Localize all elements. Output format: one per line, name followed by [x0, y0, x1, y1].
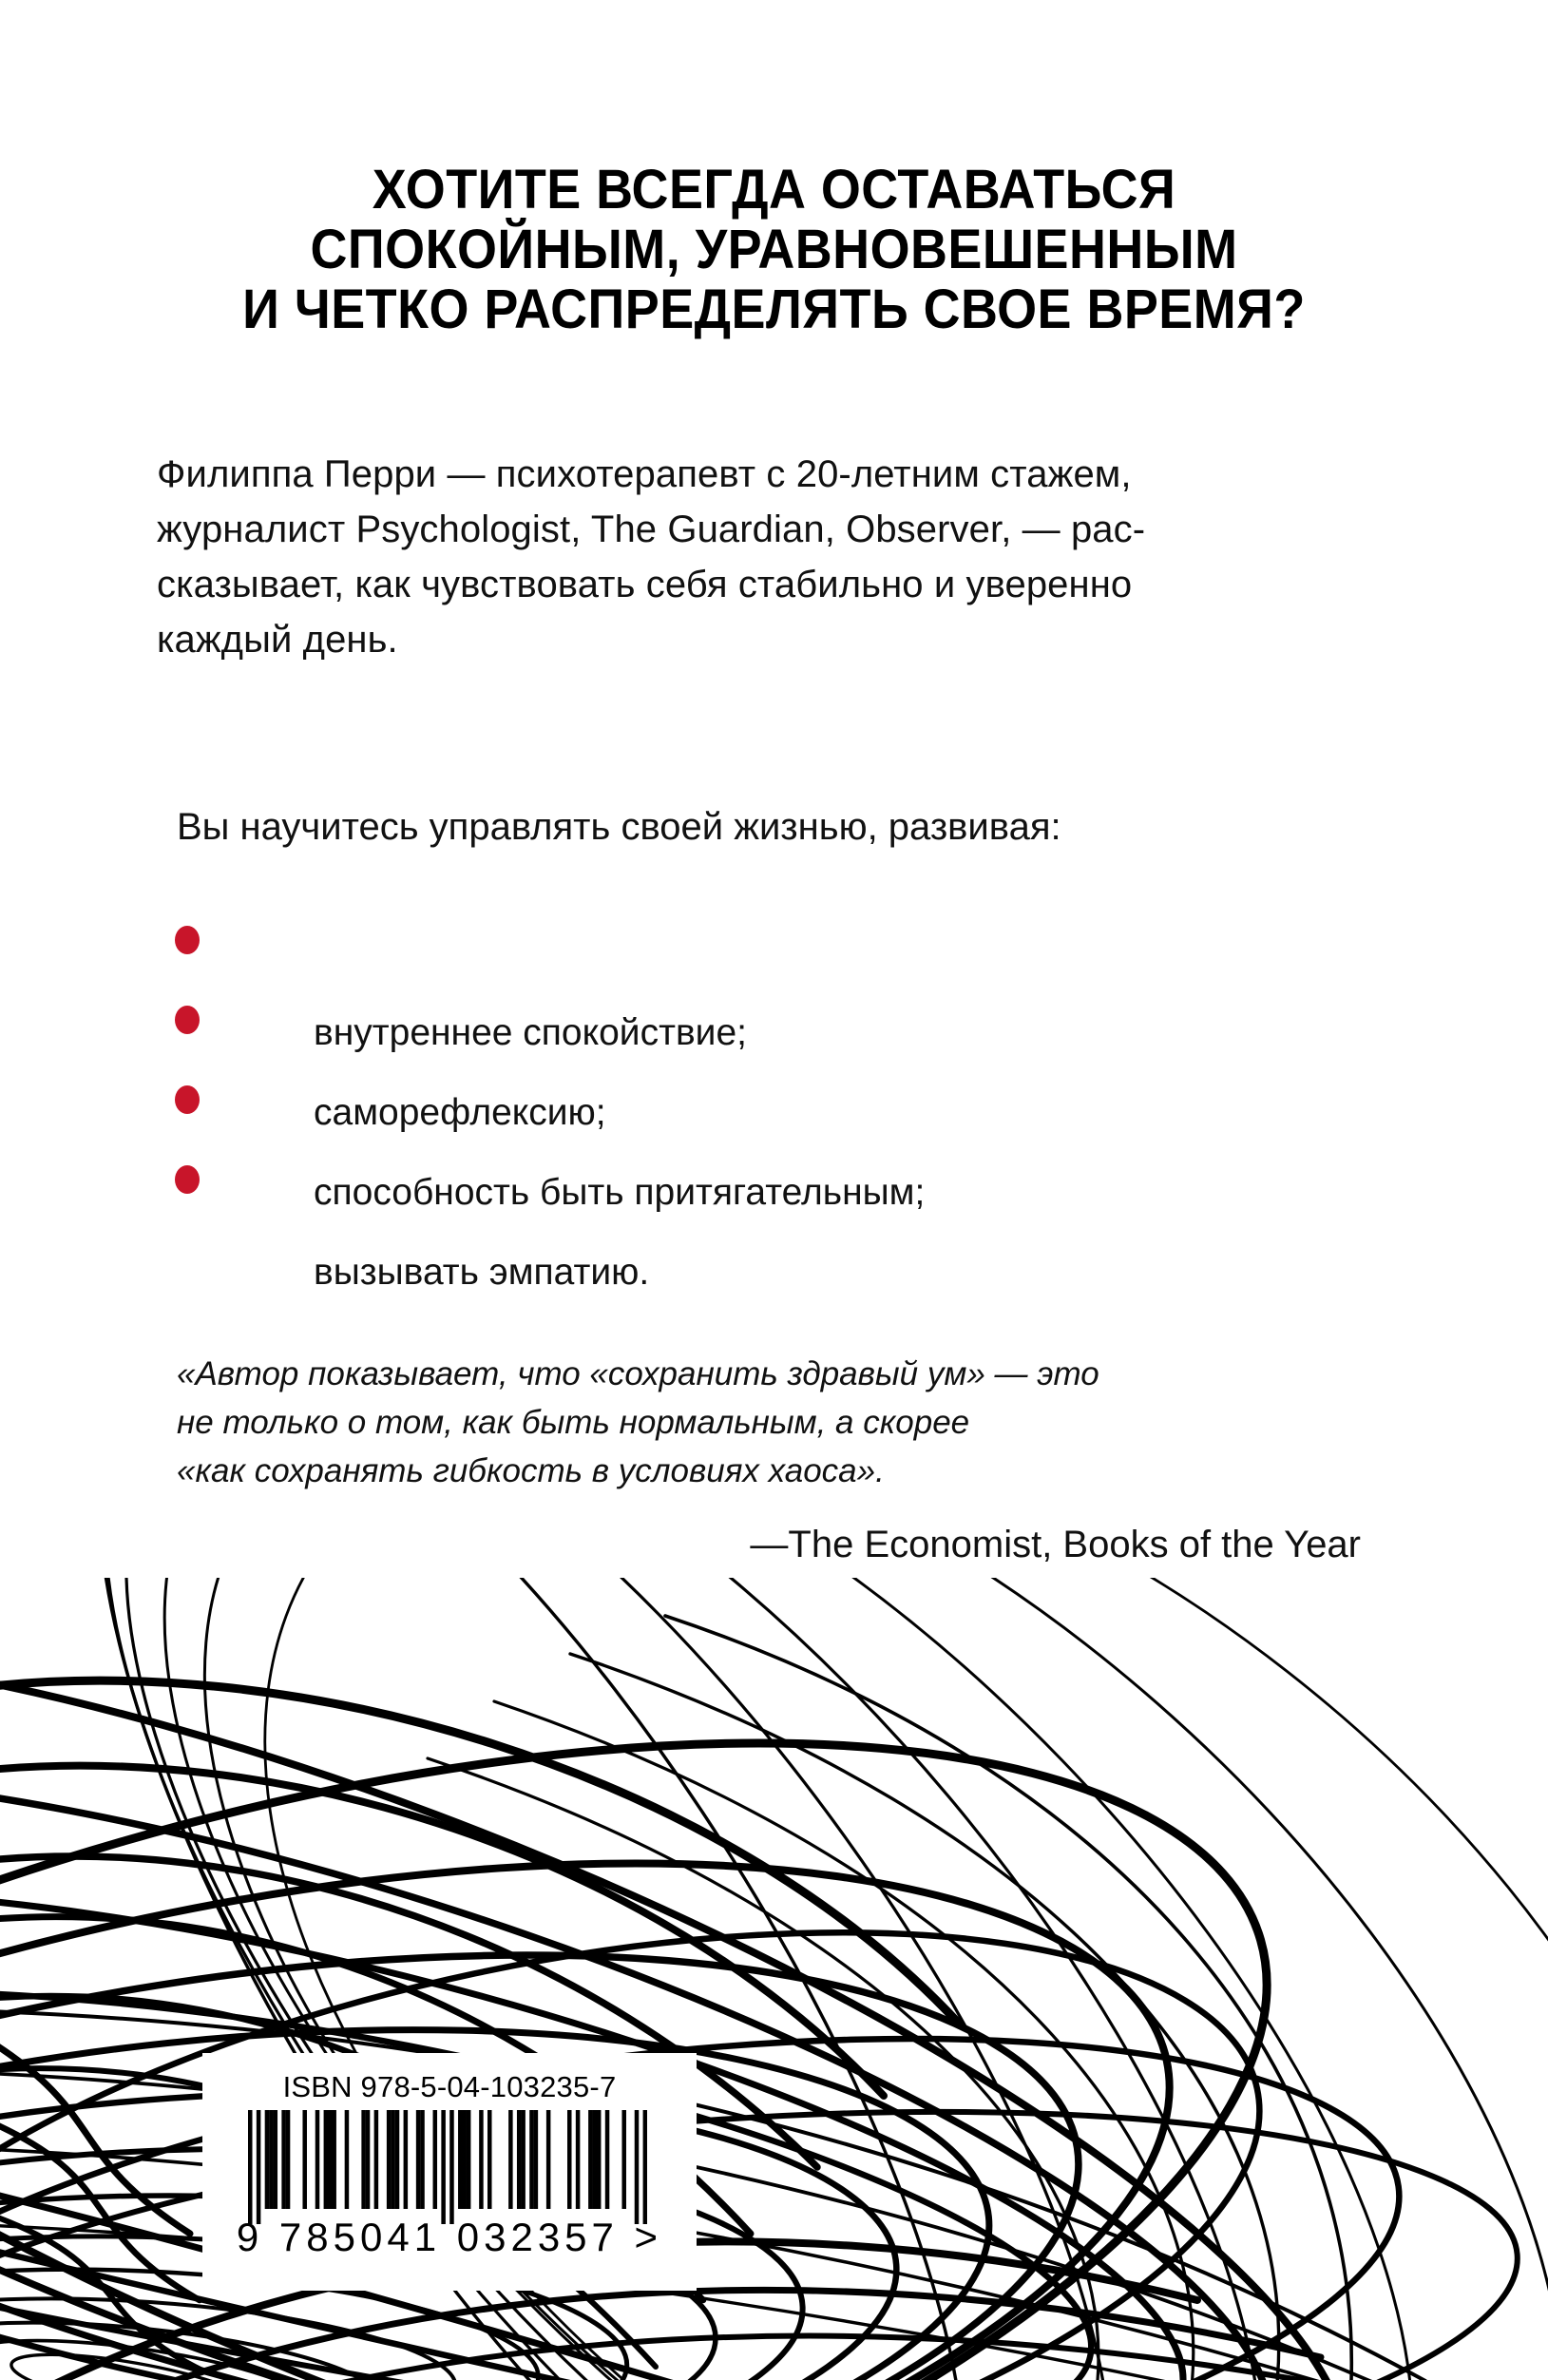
barcode-bars [248, 2110, 647, 2224]
bullet-dot-icon [175, 1006, 200, 1034]
bullet-dot-icon [175, 1085, 200, 1114]
bullet-dot-icon [175, 1165, 200, 1194]
quote-line-2: не только о том, как быть нормальным, а скорее [177, 1404, 970, 1441]
bullets-leadin: Вы научитесь управлять своей жизнью, развивая: [177, 806, 1061, 848]
page-title [54, 160, 1494, 339]
list-item [166, 914, 1307, 1053]
isbn-label: ISBN 978-5-04-103235-7 [282, 2070, 617, 2103]
barcode-block [202, 2053, 697, 2291]
quote-line-1: «Автор показывает, что «сохранить здравый ум» — это [177, 1355, 1099, 1392]
benefits-list [166, 914, 1307, 1293]
quote-line-3: «как сохранять гибкость в условиях хаоса». [177, 1452, 885, 1489]
bullet-dot-icon [175, 926, 200, 954]
list-item [166, 1074, 1307, 1213]
list-item [166, 994, 1307, 1133]
intro-line-3: сказывает, как чувствовать себя стабильно и уверенно [157, 564, 1133, 605]
list-item-label: способность быть притягательным; [314, 1172, 926, 1213]
list-item-label: внутреннее спокойствие; [314, 1012, 747, 1053]
headline-line-1: ХОТИТЕ ВСЕГДА ОСТАВАТЬСЯ [372, 159, 1176, 221]
press-quote [177, 1350, 1365, 1495]
list-item-label: саморефлексию; [314, 1092, 606, 1133]
intro-line-2: журналист Psychologist, The Guardian, Observer, — рас- [157, 509, 1146, 550]
list-item [166, 1154, 1307, 1293]
intro-line-1: Филиппа Перри — психотерапевт с 20-летним стажем, [157, 453, 1132, 495]
barcode-svg [248, 2110, 647, 2224]
quote-attribution: —The Economist, Books of the Year [750, 1524, 1361, 1565]
author-blurb [157, 447, 1383, 667]
headline-line-3: И ЧЕТКО РАСПРЕДЕЛЯТЬ СВОЕ ВРЕМЯ? [242, 278, 1306, 340]
headline-line-2: СПОКОЙНЫМ, УРАВНОВЕШЕННЫМ [310, 219, 1238, 280]
list-item-label: вызывать эмпатию. [314, 1252, 650, 1293]
barcode-digits: 9 785041 032357 > [236, 2215, 663, 2259]
intro-line-4: каждый день. [157, 619, 398, 661]
